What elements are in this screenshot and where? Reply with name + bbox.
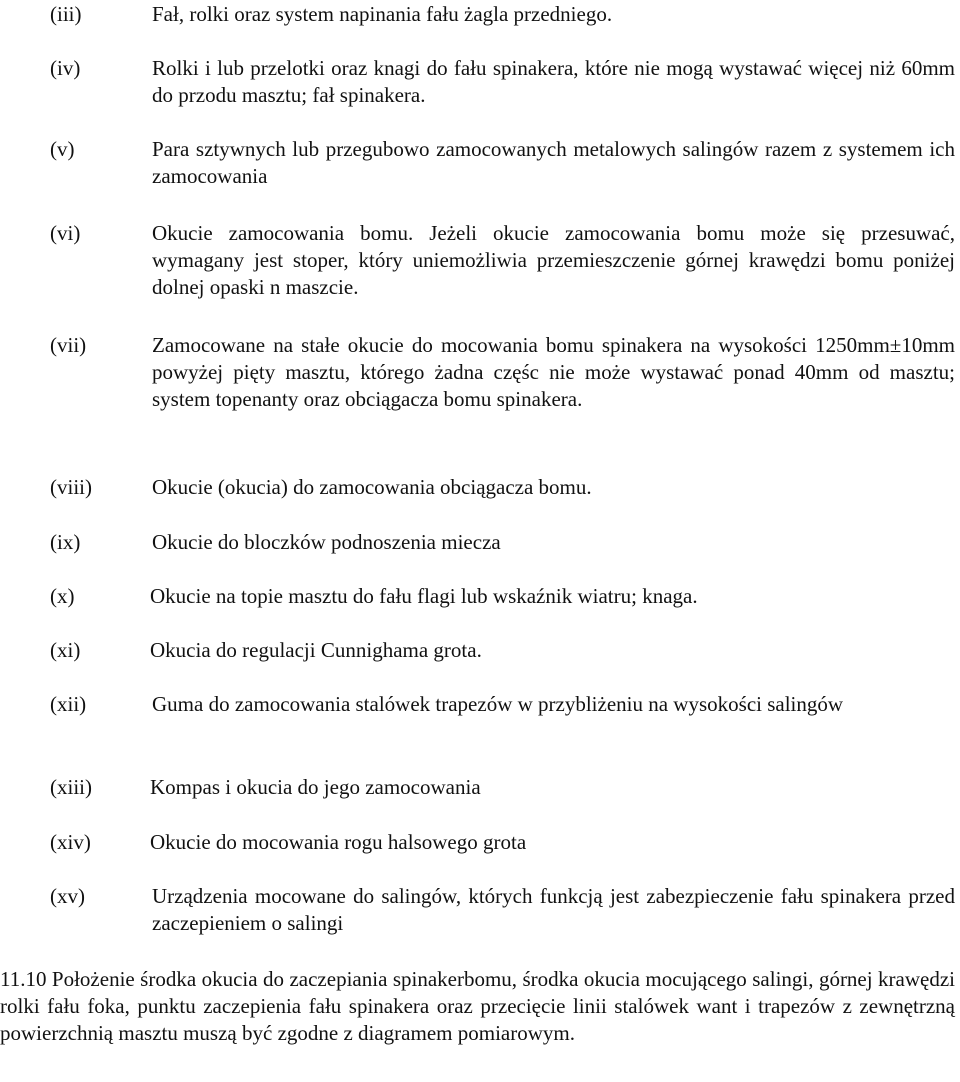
item-text: Urządzenia mocowane do salingów, których funkcją jest zabezpieczenie fału spinakera przed zaczepieniem o salingi <box>152 884 955 935</box>
item-text: Okucie zamocowania bomu. Jeżeli okucie zamocowania bomu może się przesuwać, wymagany jest stoper, który uniemożliwia przemieszczenie górnej krawędzi bomu poniżej dolnej opaski n maszcie. <box>152 221 955 299</box>
item-number: (xi) <box>50 638 81 662</box>
item-number: (x) <box>50 584 75 608</box>
item-text: Okucie na topie masztu do fału flagi lub wskaźnik wiatru; knaga. <box>150 584 698 608</box>
item-number: (iii) <box>50 2 82 26</box>
item-text: Okucie do mocowania rogu halsowego grota <box>150 830 527 854</box>
item-number: (vii) <box>50 333 87 357</box>
item-number: (xv) <box>50 884 85 908</box>
item-number: (v) <box>50 137 75 161</box>
item-number: (iv) <box>50 56 81 80</box>
section-11-10-paragraph: 11.10 Położenie środka okucia do zaczepiania spinakerbomu, środka okucia mocującego salingi, górnej krawędzi rolki fału foka, punktu zaczepienia fału spinakera oraz przecięcie linii stalówek want i trapezów z zewnętrzną powierzchnią masztu muszą być zgodne z diagramem pomiarowym. <box>0 967 955 1045</box>
item-text: Fał, rolki oraz system napinania fału żagla przedniego. <box>152 2 613 26</box>
item-number: (xii) <box>50 692 87 716</box>
item-number: (vi) <box>50 221 81 245</box>
item-text: Kompas i okucia do jego zamocowania <box>150 775 481 799</box>
item-number: (viii) <box>50 475 92 499</box>
item-text: Okucia do regulacji Cunnighama grota. <box>150 638 482 662</box>
item-text: Para sztywnych lub przegubowo zamocowanych metalowych salingów razem z systemem ich zamocowania <box>152 137 955 188</box>
item-text: Rolki i lub przelotki oraz knagi do fału spinakera, które nie mogą wystawać więcej niż 60mm do przodu masztu; fał spinakera. <box>152 56 955 107</box>
item-text: Zamocowane na stałe okucie do mocowania bomu spinakera na wysokości 1250mm±10mm powyżej pięty masztu, którego żadna częśc nie może wystawać ponad 40mm od masztu; system topenanty oraz obciągacza bomu spinakera. <box>152 333 955 411</box>
item-text: Okucie do bloczków podnoszenia miecza <box>152 530 501 554</box>
item-number: (xiv) <box>50 830 91 854</box>
item-number: (xiii) <box>50 775 92 799</box>
item-text: Okucie (okucia) do zamocowania obciągacza bomu. <box>152 475 592 499</box>
item-number: (ix) <box>50 530 81 554</box>
item-text: Guma do zamocowania stalówek trapezów w przybliżeniu na wysokości salingów <box>152 692 844 716</box>
